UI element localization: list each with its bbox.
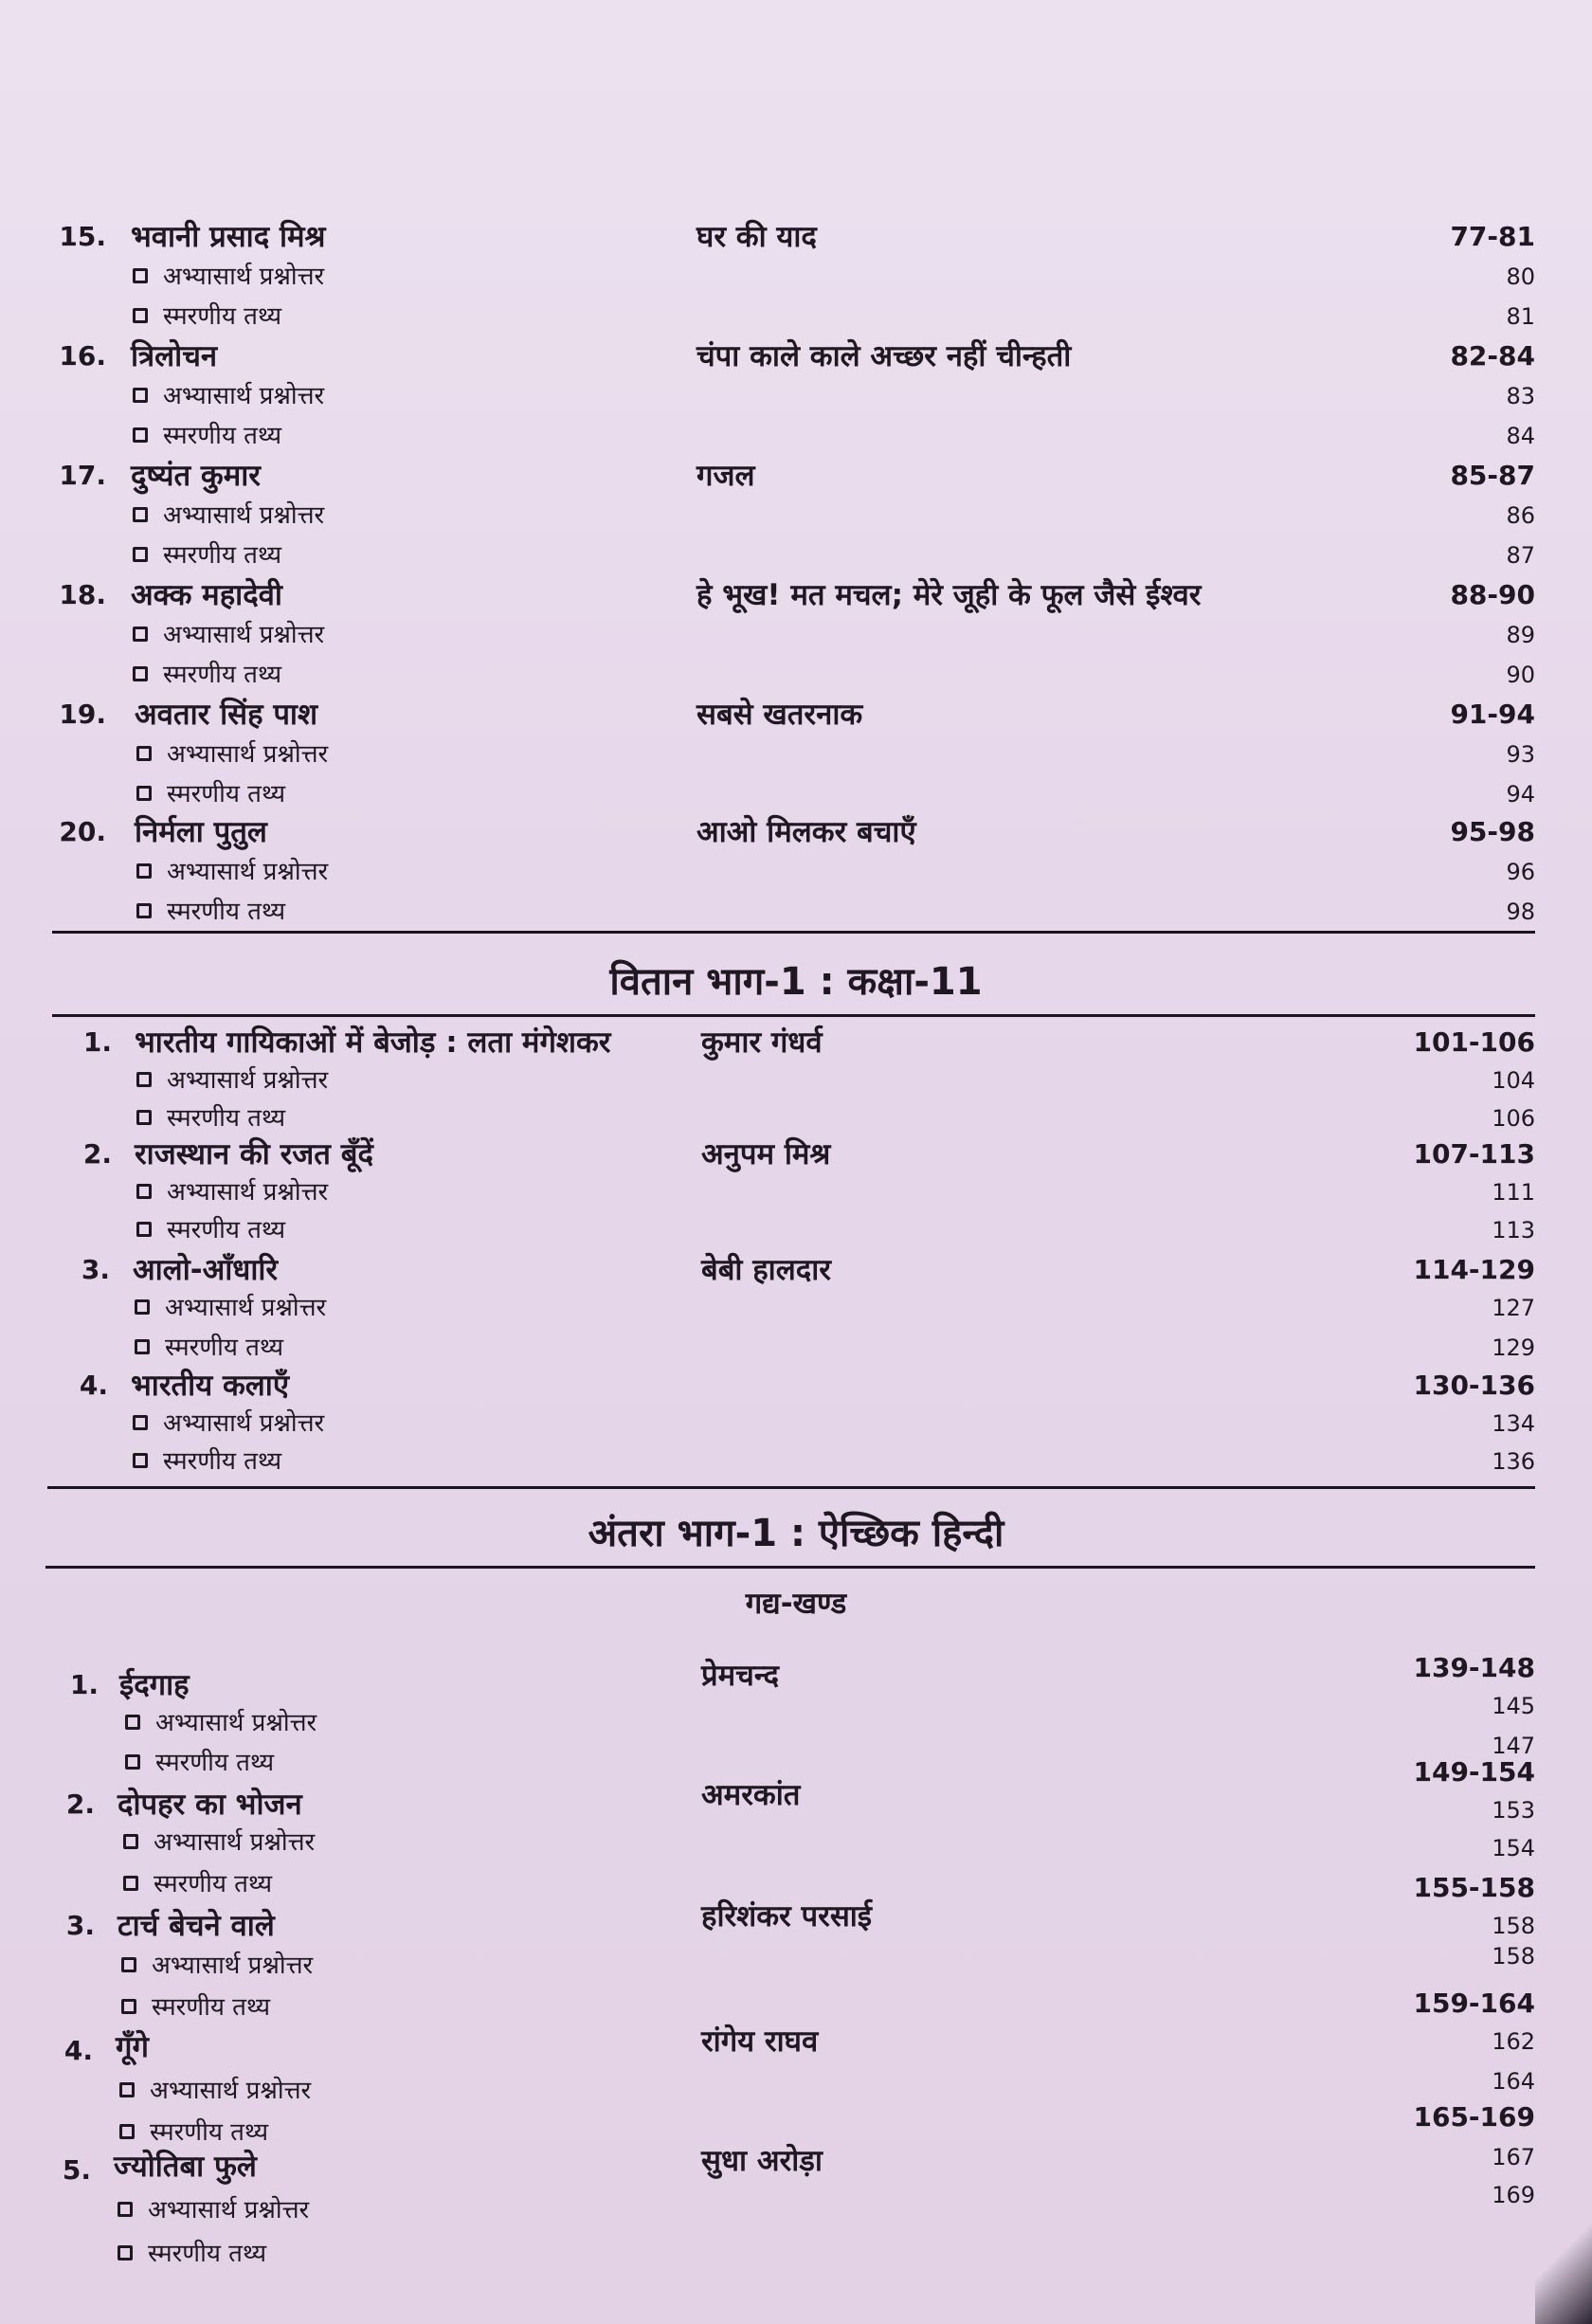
- checkbox-icon: [135, 1299, 150, 1315]
- section-divider: [52, 931, 1535, 934]
- sub-item-page: 86: [1506, 502, 1535, 529]
- checkbox-icon: [118, 2245, 133, 2260]
- sub-item-label: अभ्यासार्थ प्रश्नोत्तर: [155, 1709, 317, 1737]
- checkbox-icon: [125, 1715, 140, 1730]
- sub-item-label: अभ्यासार्थ प्रश्नोत्तर: [163, 382, 325, 410]
- entry-author: रांगेय राघव: [701, 2024, 819, 2059]
- entry-author: चंपा काले काले अच्छर नहीं चीन्हती: [696, 339, 1072, 373]
- sub-item-label: अभ्यासार्थ प्रश्नोत्तर: [163, 1409, 325, 1438]
- sub-item-page: 89: [1506, 622, 1535, 648]
- entry-number: 18.: [59, 579, 106, 610]
- entry-pages: 95-98: [1450, 816, 1535, 847]
- entry-title: दुष्यंत कुमार: [131, 459, 261, 493]
- sub-item-label: अभ्यासार्थ प्रश्नोत्तर: [163, 621, 325, 649]
- sub-item: [0, 298, 1592, 336]
- sub-item-page: 96: [1506, 859, 1535, 885]
- sub-item-page: 158: [1492, 1913, 1535, 1939]
- entry-title: ईदगाह: [119, 1668, 190, 1702]
- sub-item-label: अभ्यासार्थ प्रश्नोत्तर: [163, 501, 325, 530]
- sub-item-label: अभ्यासार्थ प्रश्नोत्तर: [167, 1178, 329, 1207]
- sub-item-label: स्मरणीय तथ्य: [155, 1749, 275, 1777]
- sub-item-label: अभ्यासार्थ प्रश्नोत्तर: [167, 858, 329, 886]
- entry-number: 4.: [79, 1370, 108, 1401]
- sub-item-label: अभ्यासार्थ प्रश्नोत्तर: [163, 263, 325, 291]
- entry-title: दोपहर का भोजन: [118, 1788, 302, 1822]
- checkbox-icon: [136, 1072, 152, 1087]
- entry-number: 3.: [65, 1910, 95, 1941]
- sub-item-page: 81: [1506, 303, 1535, 330]
- sub-item: [0, 1173, 1592, 1211]
- sub-item-label: अभ्यासार्थ प्रश्नोत्तर: [148, 2196, 310, 2224]
- entry-pages: 107-113: [1413, 1138, 1535, 1170]
- sub-item: [0, 775, 1592, 813]
- entry-author: गजल: [696, 459, 755, 493]
- entry-number: 2.: [82, 1138, 112, 1170]
- sub-item-page: 90: [1506, 662, 1535, 688]
- sub-item-page: 162: [1492, 2028, 1535, 2055]
- sub-item-page: 129: [1492, 1334, 1535, 1361]
- sub-item-page: 145: [1492, 1693, 1535, 1719]
- entry-author: अमरकांत: [701, 1778, 801, 1812]
- sub-item-page: 80: [1506, 263, 1535, 290]
- entry-author: प्रेमचन्द: [701, 1659, 779, 1693]
- entry-number: 1.: [69, 1669, 99, 1700]
- entry-title: भवानी प्रसाद मिश्र: [131, 220, 326, 254]
- entry-title: राजस्थान की रजत बूँदें: [135, 1137, 373, 1171]
- sub-item: [0, 735, 1592, 773]
- checkbox-icon: [136, 863, 152, 879]
- checkbox-icon: [133, 666, 148, 681]
- sub-item-label: स्मरणीय तथ्य: [167, 898, 286, 926]
- sub-item-label: स्मरणीय तथ्य: [148, 2240, 267, 2268]
- entry-title: अवतार सिंह पाश: [135, 698, 318, 732]
- entry-pages: 155-158: [1413, 1872, 1535, 1903]
- sub-item-page: 84: [1506, 423, 1535, 449]
- entry-number: 19.: [59, 699, 106, 730]
- entry-title: त्रिलोचन: [131, 339, 218, 373]
- section-heading: अंतरा भाग-1 : ऐच्छिक हिन्दी: [588, 1512, 1004, 1555]
- entry-title: आलो-आँधारि: [133, 1253, 279, 1287]
- entry-title: ज्योतिबा फुले: [114, 2150, 257, 2184]
- entry-number: 20.: [59, 816, 106, 847]
- entry-number: 16.: [59, 340, 106, 372]
- sub-item-page: 153: [1492, 1797, 1535, 1824]
- sub-item-page: 104: [1492, 1067, 1535, 1094]
- sub-item-label: स्मरणीय तथ्य: [163, 541, 282, 570]
- sub-item-page: 93: [1506, 741, 1535, 768]
- entry-pages: 165-169: [1413, 2101, 1535, 2133]
- sub-item-page: 106: [1492, 1105, 1535, 1132]
- sub-item-label: स्मरणीय तथ्य: [163, 1447, 282, 1476]
- sub-item-label: स्मरणीय तथ्य: [150, 2118, 269, 2147]
- entry-title: भारतीय कलाएँ: [131, 1369, 289, 1403]
- sub-item-page: 169: [1492, 2182, 1535, 2208]
- entry-author: कुमार गंधर्व: [701, 1026, 823, 1060]
- entry-author: हरिशंकर परसाई: [701, 1899, 873, 1934]
- entry-title: अक्क महादेवी: [131, 578, 282, 612]
- entry-pages: 101-106: [1413, 1026, 1535, 1058]
- entry-number: 4.: [63, 2035, 93, 2066]
- sub-item: [0, 616, 1592, 654]
- sub-item: [0, 656, 1592, 694]
- entry-author: सबसे खतरनाक: [696, 698, 863, 732]
- entry-pages: 88-90: [1450, 579, 1535, 610]
- sub-item-label: स्मरणीय तथ्य: [163, 302, 282, 331]
- sub-item-label: अभ्यासार्थ प्रश्नोत्तर: [152, 1952, 314, 1980]
- entry-title: निर्मला पुतुल: [135, 815, 267, 849]
- checkbox-icon: [133, 547, 148, 562]
- sub-item-label: स्मरणीय तथ्य: [154, 1870, 273, 1898]
- sub-item-page: 158: [1492, 1943, 1535, 1970]
- sub-item-label: स्मरणीय तथ्य: [163, 661, 282, 689]
- checkbox-icon: [133, 507, 148, 522]
- checkbox-icon: [136, 746, 152, 761]
- checkbox-icon: [118, 2202, 133, 2217]
- section-divider: [47, 1486, 1535, 1489]
- entry-author: घर की याद: [696, 220, 817, 254]
- entry-number: 2.: [65, 1788, 95, 1820]
- entry-pages: 130-136: [1413, 1370, 1535, 1401]
- entry-title: टार्च बेचने वाले: [118, 1909, 275, 1943]
- checkbox-icon: [133, 1415, 148, 1430]
- sub-item-page: 127: [1492, 1295, 1535, 1321]
- entry-title: भारतीय गायिकाओं में बेजोड़ : लता मंगेशकर: [135, 1026, 611, 1060]
- entry-author: हे भूख! मत मचल; मेरे जूही के फूल जैसे ईश्वर: [696, 578, 1202, 612]
- sub-item-label: स्मरणीय तथ्य: [165, 1334, 284, 1362]
- checkbox-icon: [136, 1222, 152, 1237]
- checkbox-icon: [133, 427, 148, 443]
- entry-author: सुधा अरोड़ा: [701, 2144, 823, 2178]
- entry-pages: 159-164: [1413, 1988, 1535, 2019]
- sub-item: [0, 536, 1592, 574]
- sub-item-page: 147: [1492, 1733, 1535, 1759]
- sub-item-label: स्मरणीय तथ्य: [167, 1104, 286, 1133]
- entry-pages: 82-84: [1450, 340, 1535, 372]
- sub-item: [0, 1062, 1592, 1099]
- sub-item-page: 134: [1492, 1410, 1535, 1437]
- sub-item-page: 83: [1506, 383, 1535, 409]
- entry-pages: 85-87: [1450, 460, 1535, 491]
- section-divider: [52, 1014, 1535, 1017]
- checkbox-icon: [136, 1110, 152, 1125]
- sub-item-label: स्मरणीय तथ्य: [167, 1216, 286, 1244]
- entry-author: आओ मिलकर बचाएँ: [696, 815, 916, 849]
- sub-item: [0, 853, 1592, 891]
- sub-item: [0, 1329, 1592, 1367]
- sub-item-label: अभ्यासार्थ प्रश्नोत्तर: [167, 740, 329, 769]
- sub-item-label: अभ्यासार्थ प्रश्नोत्तर: [150, 2077, 312, 2105]
- sub-item: [0, 377, 1592, 415]
- checkbox-icon: [133, 308, 148, 323]
- checkbox-icon: [135, 1339, 150, 1354]
- entry-pages: 114-129: [1413, 1254, 1535, 1285]
- sub-item-page: 154: [1492, 1835, 1535, 1861]
- checkbox-icon: [133, 626, 148, 642]
- sub-item: [0, 1443, 1592, 1480]
- entry-pages: 139-148: [1413, 1652, 1535, 1683]
- sub-item-page: 113: [1492, 1217, 1535, 1244]
- sub-item-label: अभ्यासार्थ प्रश्नोत्तर: [165, 1294, 327, 1322]
- checkbox-icon: [136, 903, 152, 918]
- sub-item-page: 167: [1492, 2144, 1535, 2170]
- sub-item-label: अभ्यासार्थ प्रश्नोत्तर: [167, 1066, 329, 1095]
- sub-item-label: अभ्यासार्थ प्रश्नोत्तर: [154, 1828, 316, 1857]
- entry-pages: 149-154: [1413, 1756, 1535, 1788]
- entry-number: 17.: [59, 460, 106, 491]
- entry-author: अनुपम मिश्र: [701, 1137, 831, 1171]
- checkbox-icon: [119, 2082, 135, 2097]
- entry-number: 15.: [59, 221, 106, 252]
- entry-author: बेबी हालदार: [701, 1253, 831, 1287]
- entry-number: 1.: [82, 1026, 112, 1058]
- entry-pages: 77-81: [1450, 221, 1535, 252]
- checkbox-icon: [133, 268, 148, 283]
- sub-item: [0, 893, 1592, 931]
- section-subheading: गद्य-खण्ड: [745, 1587, 847, 1621]
- section-heading: वितान भाग-1 : कक्षा-11: [609, 960, 983, 1004]
- sub-item-page: 111: [1492, 1179, 1535, 1206]
- sub-item: [0, 258, 1592, 296]
- checkbox-icon: [121, 1957, 136, 1972]
- sub-item: [0, 1211, 1592, 1249]
- sub-item-label: स्मरणीय तथ्य: [163, 422, 282, 450]
- sub-item-label: स्मरणीय तथ्य: [152, 1993, 271, 2022]
- sub-item-label: स्मरणीय तथ्य: [167, 780, 286, 808]
- checkbox-icon: [133, 1453, 148, 1468]
- sub-item-page: 87: [1506, 542, 1535, 569]
- sub-item-page: 94: [1506, 781, 1535, 808]
- sub-item: [0, 497, 1592, 535]
- sub-item: [0, 1693, 1592, 1742]
- checkbox-icon: [133, 388, 148, 403]
- sub-item: [0, 1405, 1592, 1443]
- sub-item: [0, 1289, 1592, 1327]
- sub-item: [0, 1099, 1592, 1137]
- sub-item-page: 164: [1492, 2068, 1535, 2095]
- sub-item: [0, 417, 1592, 455]
- entry-title: गूँगे: [116, 2030, 149, 2064]
- page-corner-shadow: [1535, 2210, 1592, 2324]
- entry-pages: 91-94: [1450, 699, 1535, 730]
- checkbox-icon: [123, 1834, 138, 1849]
- section-divider: [45, 1566, 1535, 1569]
- entry-number: 5.: [62, 2154, 91, 2186]
- checkbox-icon: [136, 786, 152, 801]
- sub-item-page: 98: [1506, 899, 1535, 925]
- entry-number: 3.: [81, 1254, 110, 1285]
- sub-item-page: 136: [1492, 1448, 1535, 1475]
- checkbox-icon: [136, 1184, 152, 1199]
